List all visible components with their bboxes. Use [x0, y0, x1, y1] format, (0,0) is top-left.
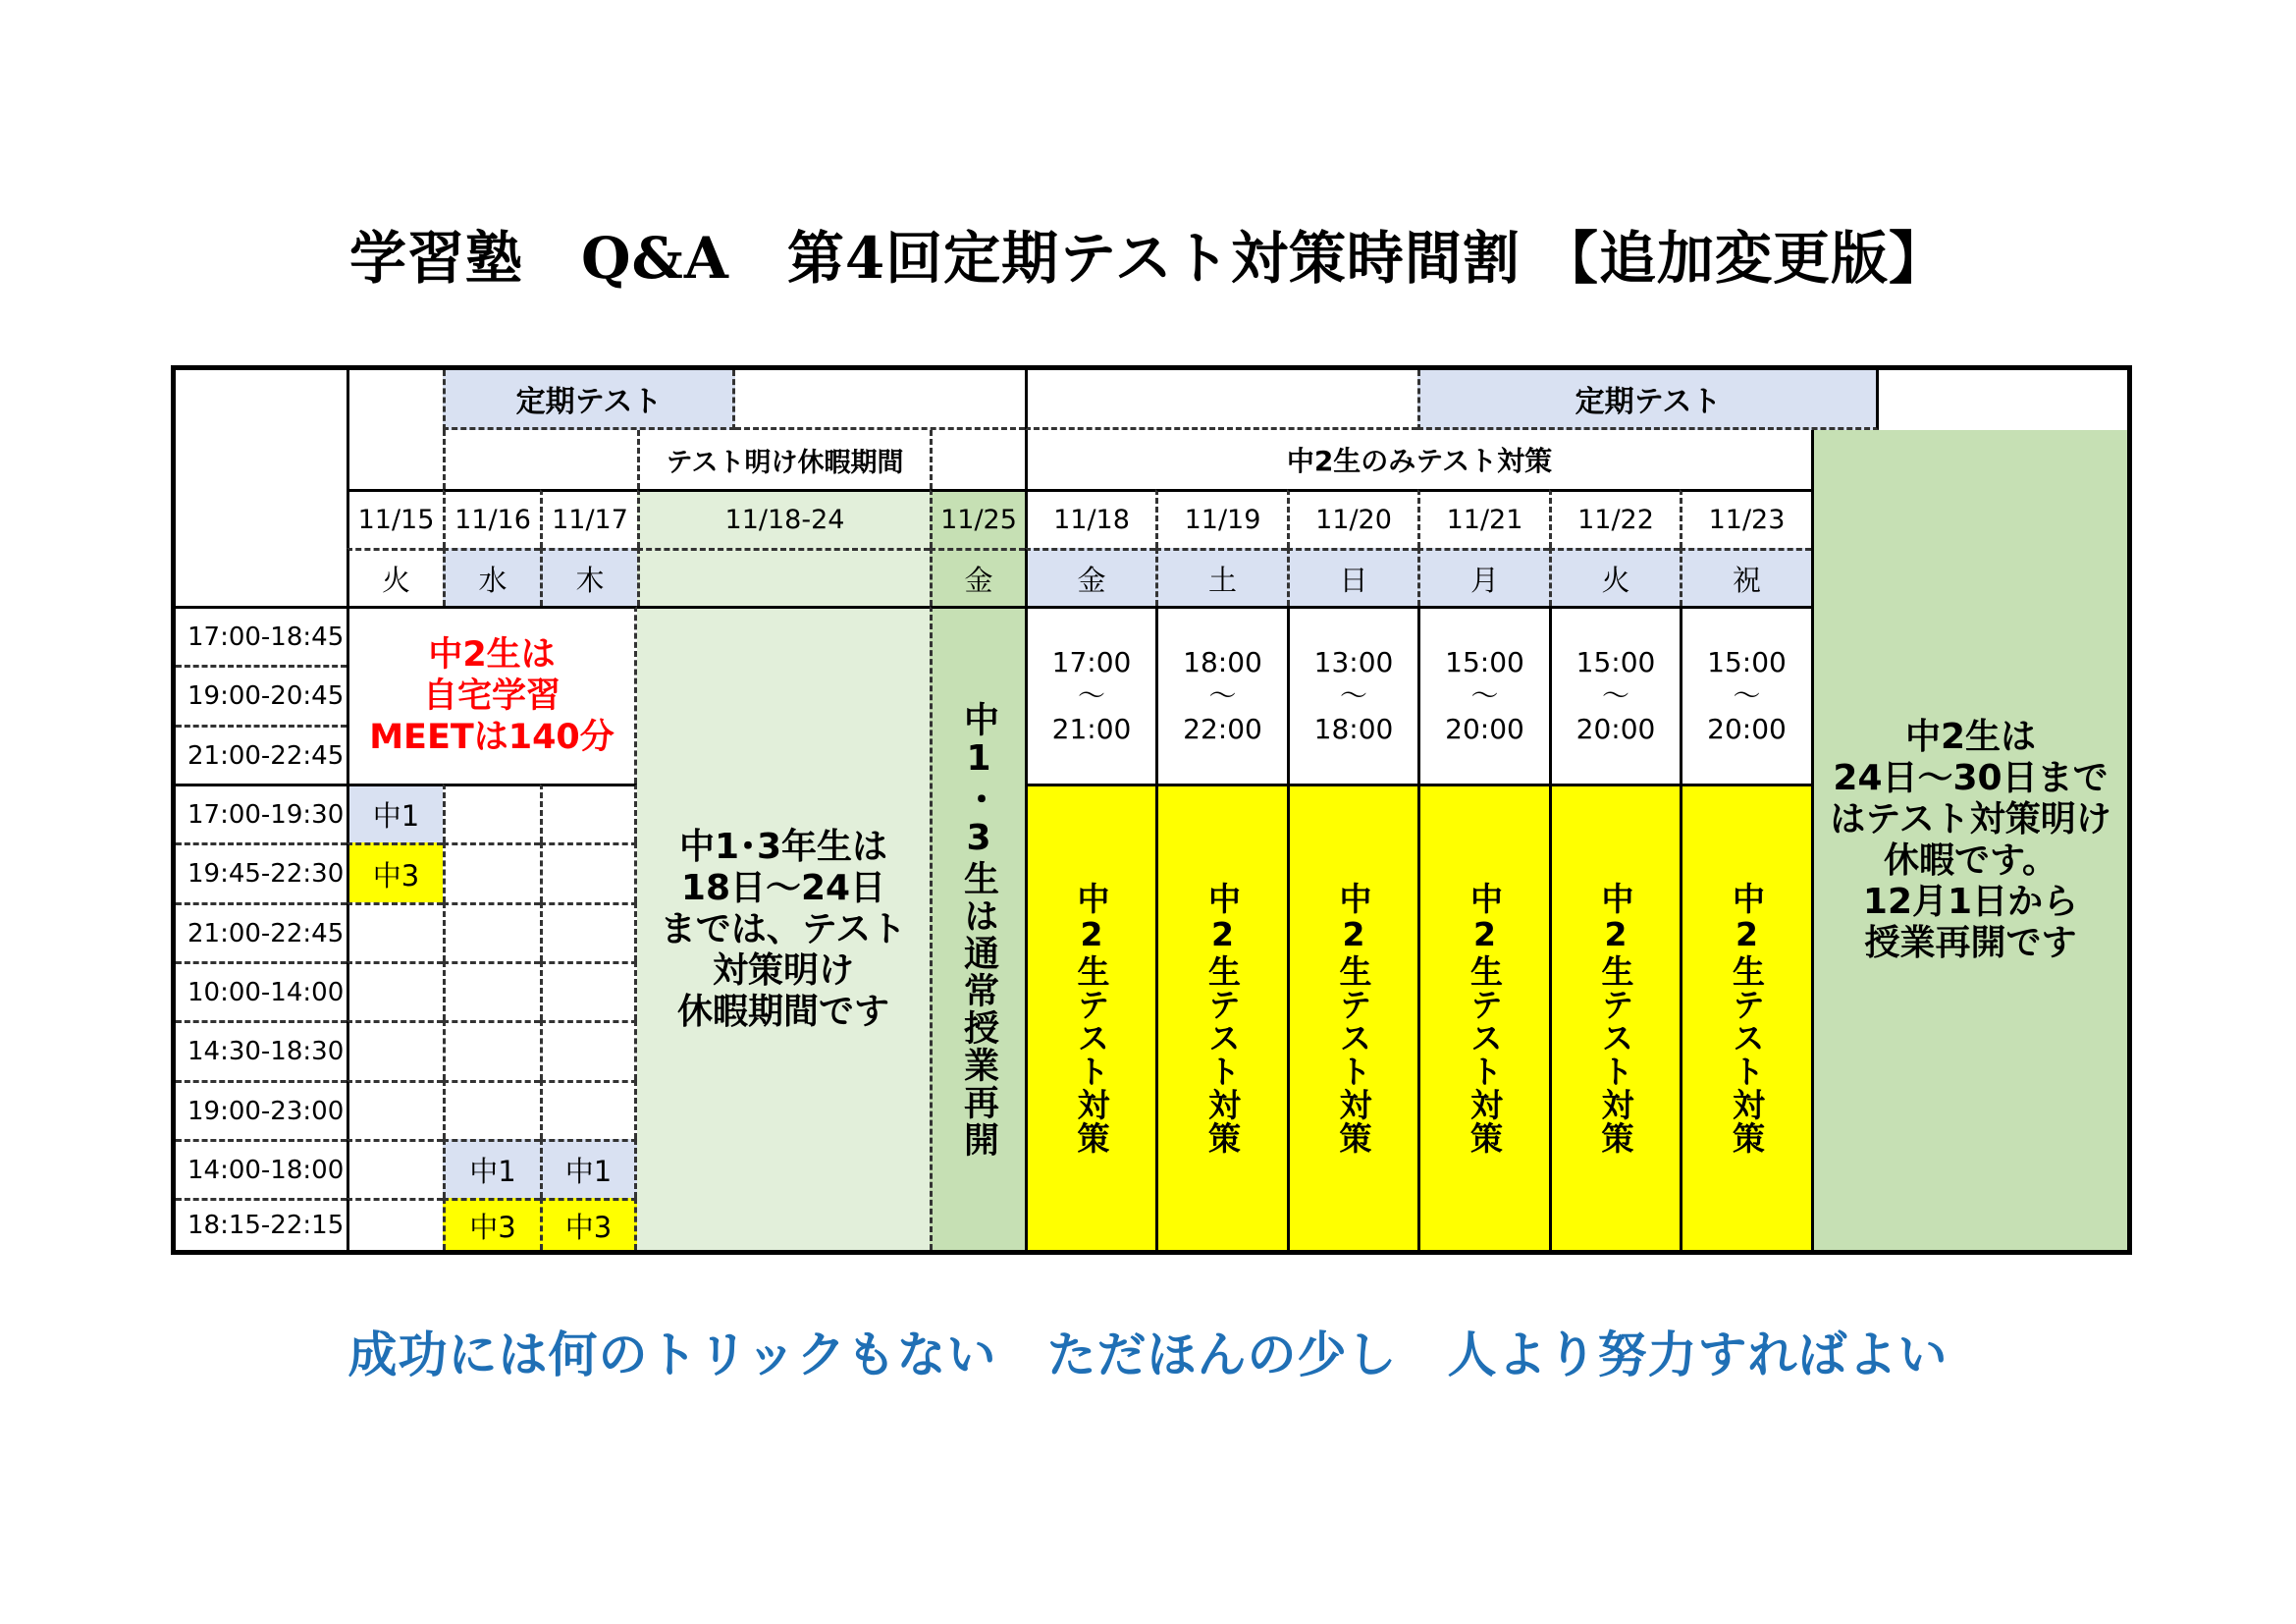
empty-cell	[347, 961, 443, 1020]
empty-cell	[443, 961, 540, 1020]
empty-cell	[347, 1198, 443, 1250]
time-slot: 14:30-18:30	[176, 1020, 347, 1080]
time-slot: 17:00-18:45	[176, 606, 347, 665]
day-1119: 土	[1155, 548, 1287, 606]
header-blank-row2b	[930, 430, 1025, 489]
grade2-prep-label: 中2生テスト対策	[1466, 882, 1504, 1155]
header-blank-top	[735, 370, 1025, 430]
footer-motto: 成功には何のトリックもない ただほんの少し 人より努力すればよい	[347, 1326, 1949, 1383]
day-1118: 金	[1025, 548, 1155, 606]
empty-cell	[443, 1080, 540, 1139]
grade2-slot-1120: 13:00 ～ 18:00	[1287, 606, 1417, 784]
empty-cell	[347, 1139, 443, 1198]
day-1123: 祝	[1680, 548, 1811, 606]
grade2-prep-1118	[1025, 784, 1155, 1250]
date-1115: 11/15	[347, 489, 443, 548]
time-slot: 19:00-20:45	[176, 665, 347, 725]
date-1120: 11/20	[1287, 489, 1417, 548]
class-cell: 中3	[540, 1198, 637, 1250]
date-1125: 11/25	[930, 489, 1025, 548]
day-1117: 木	[540, 548, 637, 606]
day-1116: 水	[443, 548, 540, 606]
grade2-prep-1120	[1287, 784, 1417, 1250]
page-title: 学習塾 Q&A 第4回定期テスト対策時間割 【追加変更版】	[348, 225, 1948, 292]
corner-cell	[176, 370, 347, 606]
grade2-prep-label: 中2生テスト対策	[1728, 882, 1766, 1155]
grade2-slot-1119: 18:00 ～ 22:00	[1155, 606, 1287, 784]
header-test-right: 定期テスト	[1417, 370, 1879, 430]
empty-cell	[540, 842, 637, 902]
empty-cell	[443, 902, 540, 961]
time-slot: 14:00-18:00	[176, 1139, 347, 1198]
grade2-prep-1123	[1680, 784, 1811, 1250]
time-slot: 21:00-22:45	[176, 902, 347, 961]
empty-cell	[540, 902, 637, 961]
class-cell: 中1	[443, 1139, 540, 1198]
date-1119: 11/19	[1155, 489, 1287, 548]
time-slot: 21:00-22:45	[176, 725, 347, 784]
date-1122: 11/22	[1549, 489, 1680, 548]
grade2-prep-label: 中2生テスト対策	[1596, 882, 1635, 1155]
header-test-left: 定期テスト	[443, 370, 735, 430]
resume-note: 中1・3生は通常授業再開	[958, 700, 999, 1159]
header-grade2-only: 中2生のみテスト対策	[1025, 430, 1811, 489]
empty-cell	[443, 784, 540, 842]
date-1123: 11/23	[1680, 489, 1811, 548]
date-1117: 11/17	[540, 489, 637, 548]
header-blank-row2	[443, 430, 637, 489]
header-blank-top-right	[1025, 370, 1417, 430]
timetable	[171, 365, 2132, 1255]
empty-cell	[540, 1080, 637, 1139]
time-slot: 19:00-23:00	[176, 1080, 347, 1139]
grade2-prep-1121	[1417, 784, 1549, 1250]
empty-cell	[540, 1020, 637, 1080]
grade2-prep-label: 中2生テスト対策	[1334, 882, 1373, 1155]
empty-cell	[347, 1020, 443, 1080]
day-1115: 火	[347, 548, 443, 606]
day-1118-24	[637, 548, 930, 606]
empty-cell	[347, 902, 443, 961]
empty-cell	[540, 961, 637, 1020]
time-slot: 19:45-22:30	[176, 842, 347, 902]
time-slot: 10:00-14:00	[176, 961, 347, 1020]
class-cell: 中3	[443, 1198, 540, 1250]
break-period-note: 中1･3年生は 18日～24日 までは、テスト 対策明け 休暇期間です	[637, 606, 930, 1250]
header-break-period: テスト明け休暇期間	[637, 430, 930, 489]
empty-cell	[347, 1080, 443, 1139]
empty-cell	[443, 1020, 540, 1080]
grade2-prep-1119	[1155, 784, 1287, 1250]
class-cell: 中1	[540, 1139, 637, 1198]
grade2-slot-1123: 15:00 ～ 20:00	[1680, 606, 1811, 784]
date-1118: 11/18	[1025, 489, 1155, 548]
grade2-break-note: 中2生は 24日～30日まで はテスト対策明け 休暇です。 12月1日から 授業再開です	[1811, 430, 2127, 1250]
grade2-prep-label: 中2生テスト対策	[1203, 882, 1242, 1155]
date-1116: 11/16	[443, 489, 540, 548]
grade2-slot-1122: 15:00 ～ 20:00	[1549, 606, 1680, 784]
class-cell: 中3	[347, 842, 443, 902]
header-blank-1115	[347, 370, 443, 489]
empty-cell	[540, 784, 637, 842]
resume-note-cell	[930, 606, 1025, 1250]
grade2-slot-1118: 17:00 ～ 21:00	[1025, 606, 1155, 784]
date-1121: 11/21	[1417, 489, 1549, 548]
time-slot: 17:00-19:30	[176, 784, 347, 842]
day-1120: 日	[1287, 548, 1417, 606]
grade2-prep-label: 中2生テスト対策	[1072, 882, 1111, 1155]
day-1125: 金	[930, 548, 1025, 606]
empty-cell	[443, 842, 540, 902]
grade2-slot-1121: 15:00 ～ 20:00	[1417, 606, 1549, 784]
grade2-home-study: 中2生は 自宅学習 MEETは140分	[347, 606, 637, 784]
day-1121: 月	[1417, 548, 1549, 606]
class-cell: 中1	[347, 784, 443, 842]
grade2-prep-1122	[1549, 784, 1680, 1250]
date-1118-24: 11/18-24	[637, 489, 930, 548]
time-slot: 18:15-22:15	[176, 1198, 347, 1250]
day-1122: 火	[1549, 548, 1680, 606]
